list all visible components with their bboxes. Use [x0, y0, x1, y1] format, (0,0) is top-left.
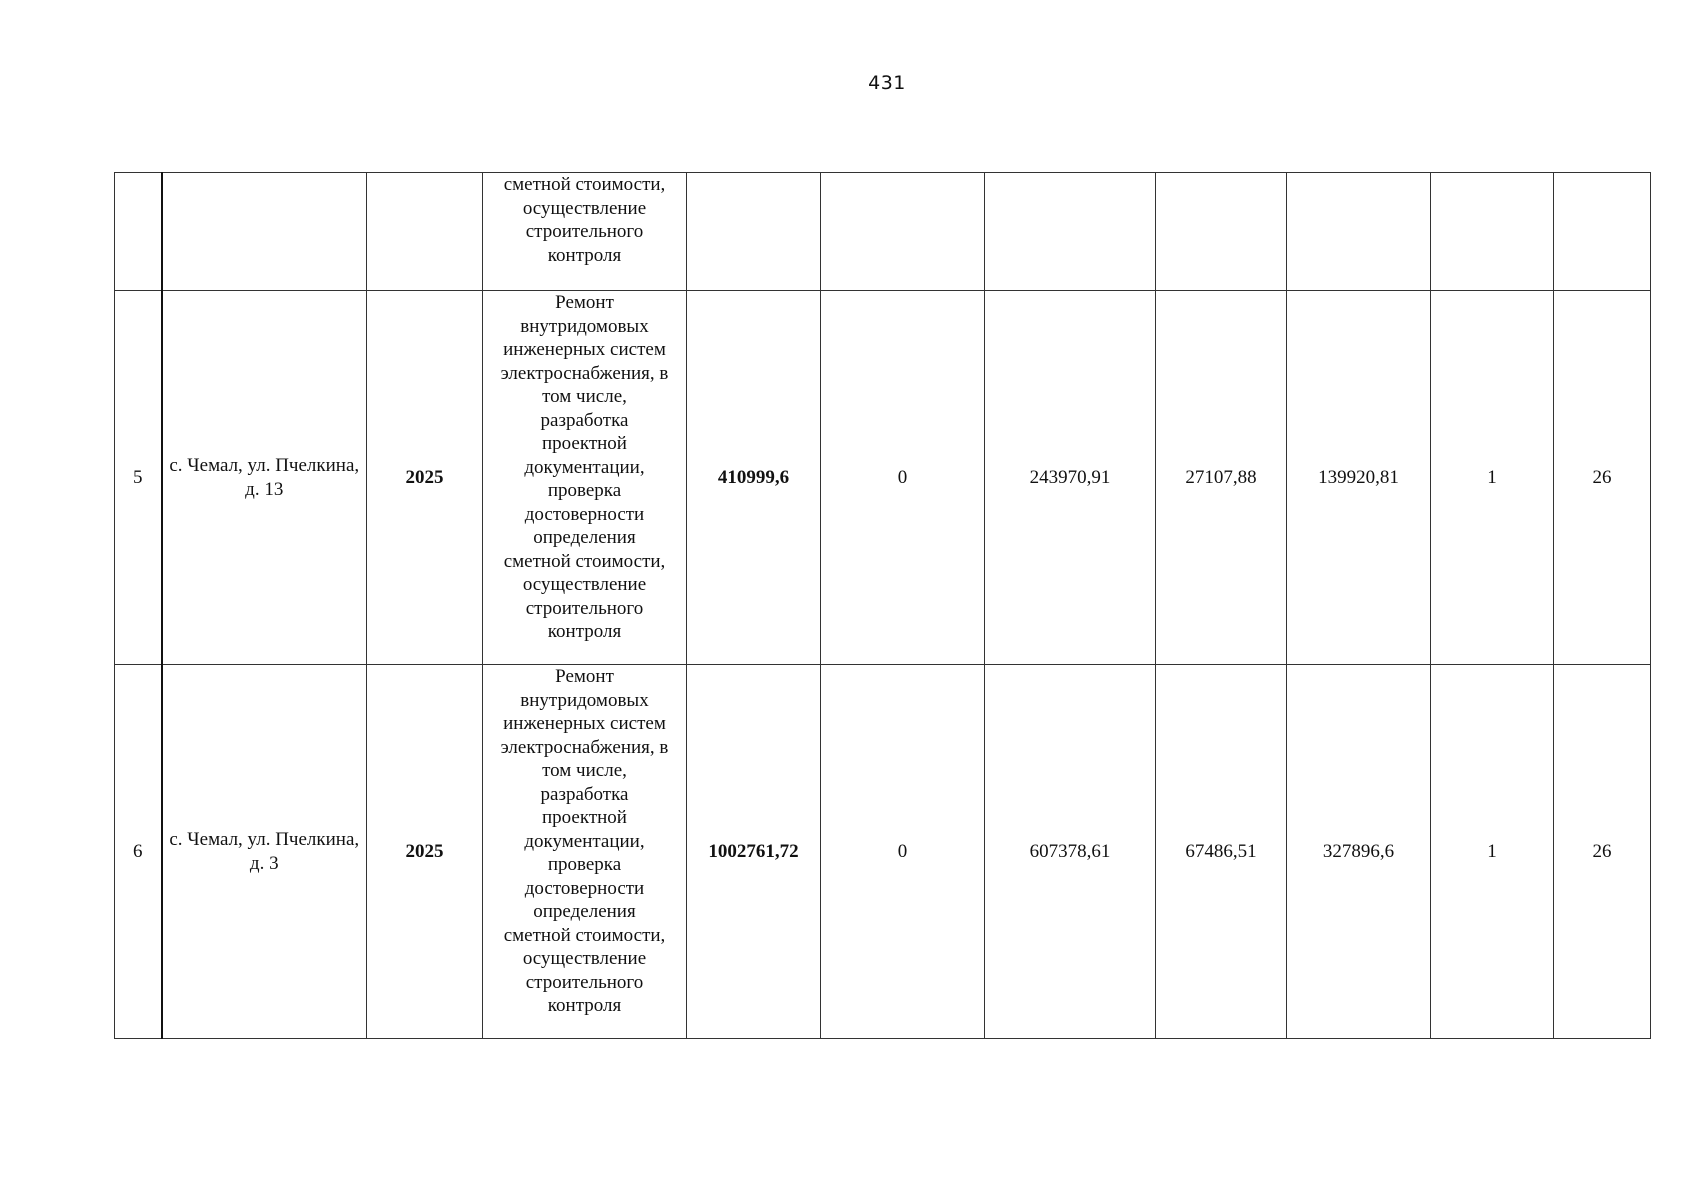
cell-col7: 607378,61	[985, 665, 1156, 1039]
cell-num: 5	[115, 291, 162, 665]
cell-col8	[1156, 173, 1287, 291]
table-row-continued	[115, 173, 1651, 291]
cell-col8: 27107,88	[1156, 291, 1287, 665]
cell-col8: 67486,51	[1156, 665, 1287, 1039]
cell-col9: 327896,6	[1287, 665, 1431, 1039]
cell-num	[115, 173, 162, 291]
cell-address: с. Чемал, ул. Пчелкина, д. 3	[162, 665, 367, 1039]
cell-total: 410999,6	[687, 291, 821, 665]
cell-year: 2025	[367, 291, 483, 665]
cell-description: Ремонт внутридомовых инженерных систем электроснабжения, в том числе, разработка проектной документации, проверка достоверности определения сметной стоимости, осуществление строительного контроля	[483, 665, 687, 1039]
cell-col10	[1431, 173, 1554, 291]
cell-description: Ремонт внутридомовых инженерных систем электроснабжения, в том числе, разработка проектной документации, проверка достоверности определения сметной стоимости, осуществление строительного контроля	[483, 291, 687, 665]
cell-year	[367, 173, 483, 291]
table-row	[115, 665, 1651, 1039]
cell-col11	[1554, 173, 1651, 291]
cell-col6: 0	[821, 665, 985, 1039]
cell-col11: 26	[1554, 665, 1651, 1039]
cell-col10: 1	[1431, 291, 1554, 665]
cell-total: 1002761,72	[687, 665, 821, 1039]
cell-col11: 26	[1554, 291, 1651, 665]
cell-col9	[1287, 173, 1431, 291]
cell-total	[687, 173, 821, 291]
cell-address: с. Чемал, ул. Пчелкина, д. 13	[162, 291, 367, 665]
cell-col7: 243970,91	[985, 291, 1156, 665]
cell-num: 6	[115, 665, 162, 1039]
cell-col6	[821, 173, 985, 291]
works-table	[114, 172, 1651, 1039]
cell-address	[162, 173, 367, 291]
cell-col9: 139920,81	[1287, 291, 1431, 665]
page-number: 431	[868, 72, 906, 94]
cell-description: сметной стоимости, осуществление строительного контроля	[483, 173, 687, 291]
cell-col6: 0	[821, 291, 985, 665]
cell-col10: 1	[1431, 665, 1554, 1039]
cell-year: 2025	[367, 665, 483, 1039]
table-row	[115, 291, 1651, 665]
cell-col7	[985, 173, 1156, 291]
